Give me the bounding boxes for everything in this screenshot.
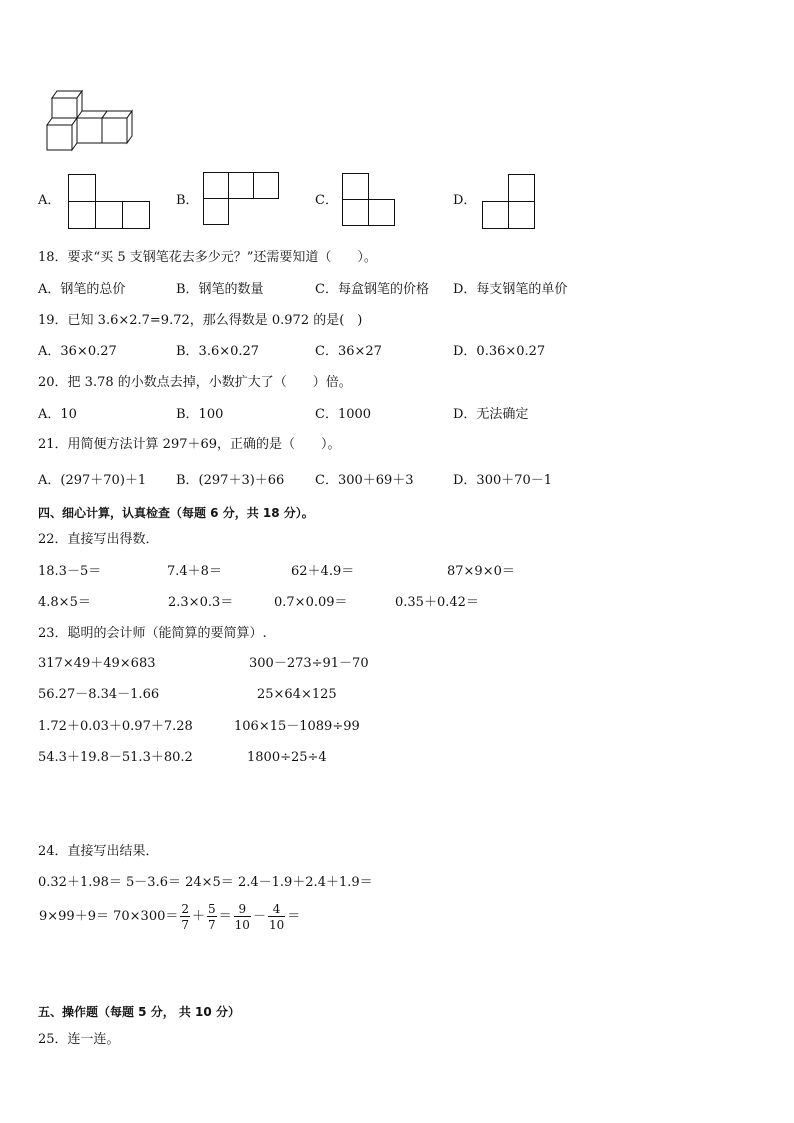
q21-option-d: D．300＋70－1	[453, 473, 553, 488]
q24-row-2	[38, 902, 301, 933]
q17-option-c-letter: C．	[315, 193, 338, 208]
q23-left-2: 56.27－8.34－1.66	[38, 687, 160, 702]
q21-option-c: C．300＋69＋3	[315, 473, 414, 488]
q18-option-d: D．每支钢笔的单价	[453, 282, 568, 297]
q20-option-a: A．10	[38, 407, 77, 422]
q23-right-4: 1800÷25÷4	[247, 750, 327, 765]
q24-fraction-4: $\frac{4}{10}$	[268, 902, 285, 932]
q22-stem: 22．直接写出得数．	[38, 532, 159, 547]
q22-r2-c1: 4.8×5＝	[38, 595, 91, 610]
cube-stack-figure	[45, 88, 137, 154]
q22-r2-c2: 2.3×0.3＝	[168, 595, 234, 610]
q24-op-2: ＝	[218, 909, 232, 924]
q21-option-b: B．(297＋3)＋66	[176, 473, 285, 488]
q24-fraction-2: $\frac{5}{7}$	[208, 902, 216, 932]
q24-row-2-prefix: 9×99＋9＝ 70×300＝	[39, 909, 179, 924]
q18-option-b: B．钢笔的数量	[176, 282, 264, 297]
q18-stem: 18．要求“买 5 支钢笔花去多少元？”还需要知道（ ）。	[38, 250, 377, 265]
section-5-title: 五、操作题（每题 5 分， 共 10 分）	[38, 1005, 240, 1019]
q19-option-c: C．36×27	[315, 344, 382, 359]
q24-op-4: ＝	[287, 909, 301, 924]
q24-fraction-1: $\frac{2}{7}$	[181, 902, 189, 932]
q20-option-c: C．1000	[315, 407, 372, 422]
q20-option-d: D．无法确定	[453, 407, 529, 422]
q23-stem: 23．聪明的会计师（能简算的要简算）.	[38, 626, 267, 641]
q20-stem: 20．把 3.78 的小数点去掉，小数扩大了（ ）倍。	[38, 375, 352, 390]
q17-option-d-letter: D．	[453, 193, 477, 208]
q22-r1-c1: 18.3－5＝	[38, 564, 102, 579]
q17-option-d-view	[482, 174, 538, 232]
q23-right-3: 106×15－1089÷99	[234, 719, 360, 734]
q23-right-1: 300－273÷91－70	[249, 656, 369, 671]
q24-op-3: －	[252, 909, 266, 924]
q17-option-a-view	[68, 174, 152, 230]
q24-row-1: 0.32＋1.98＝ 5－3.6＝ 24×5＝ 2.4－1.9＋2.4＋1.9＝	[38, 875, 373, 890]
q23-right-2: 25×64×125	[257, 687, 337, 702]
q17-option-c-view	[342, 173, 398, 229]
q20-option-b: B．100	[176, 407, 224, 422]
q19-stem: 19．已知 3.6×2.7=9.72，那么得数是 0.972 的是( )	[38, 313, 363, 328]
q17-option-a-letter: A．	[38, 193, 61, 208]
section-4-title: 四、细心计算，认真检查（每题 6 分，共 18 分）。	[38, 506, 314, 520]
q19-option-d: D．0.36×0.27	[453, 344, 546, 359]
q22-r1-c2: 7.4＋8＝	[167, 564, 222, 579]
q24-fraction-3: $\frac{9}{10}$	[234, 902, 250, 932]
q22-r2-c3: 0.7×0.09＝	[274, 595, 348, 610]
q24-op-1: ＋	[192, 909, 206, 924]
q24-stem: 24．直接写出结果．	[38, 844, 159, 859]
q19-option-a: A．36×0.27	[38, 344, 117, 359]
q22-r2-c4: 0.35＋0.42＝	[395, 595, 479, 610]
q25-stem: 25．连一连。	[38, 1032, 120, 1047]
q17-option-b-letter: B．	[176, 193, 199, 208]
q23-left-3: 1.72＋0.03＋0.97＋7.28	[38, 719, 193, 734]
q21-option-a: A．(297＋70)＋1	[38, 473, 147, 488]
q18-option-c: C．每盒钢笔的价格	[315, 282, 429, 297]
q21-stem: 21．用简便方法计算 297＋69，正确的是（ ）。	[38, 437, 341, 452]
q18-option-a: A．钢笔的总价	[38, 282, 126, 297]
q22-r1-c3: 62＋4.9＝	[291, 564, 355, 579]
q22-r1-c4: 87×9×0＝	[447, 564, 515, 579]
q19-option-b: B．3.6×0.27	[176, 344, 260, 359]
q23-left-4: 54.3＋19.8－51.3＋80.2	[38, 750, 193, 765]
q17-option-b-view	[203, 172, 281, 228]
q23-left-1: 317×49＋49×683	[38, 656, 156, 671]
